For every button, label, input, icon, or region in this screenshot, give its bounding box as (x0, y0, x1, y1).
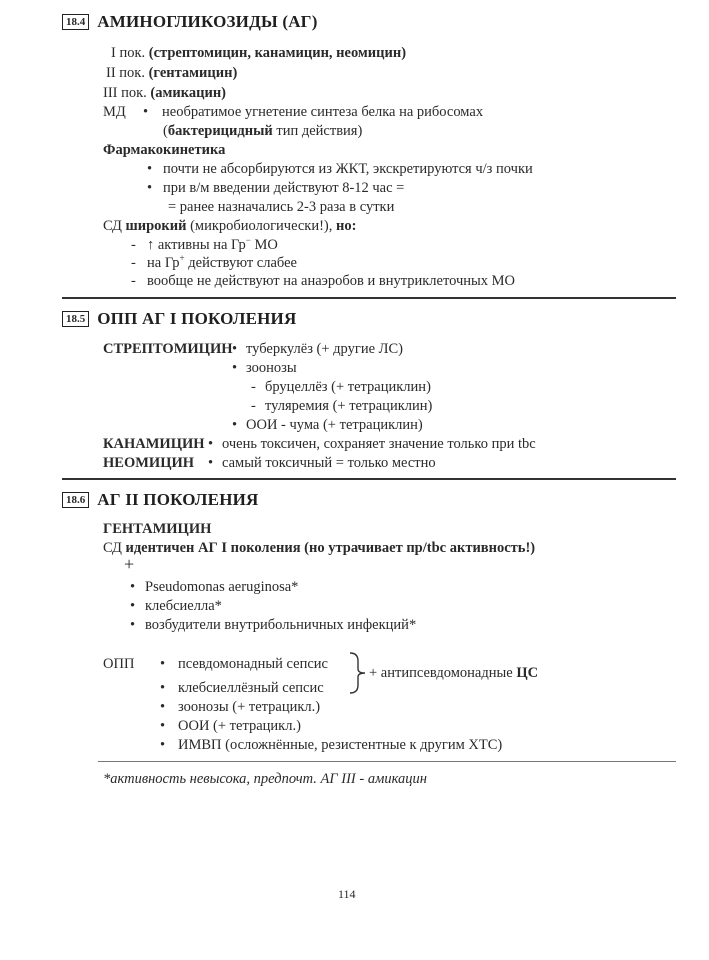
section-title: ОПП АГ I ПОКОЛЕНИЯ (97, 309, 297, 328)
kana-label: КАНАМИЦИН (103, 436, 205, 452)
md-bullet: • (143, 104, 149, 120)
sd-item-2: на Гр+ действуют слабее (147, 253, 297, 271)
neo-bullet: • (208, 455, 214, 471)
sd-dash-1: - (131, 237, 136, 253)
pk-bullet-1: • (147, 161, 153, 177)
section-divider-1 (62, 297, 676, 299)
section-divider-2 (62, 478, 676, 480)
pk-title: Фармакокинетика (103, 142, 226, 158)
section-number: 18.6 (62, 492, 89, 508)
footnote-divider (98, 761, 676, 762)
section-title: АГ II ПОКОЛЕНИЯ (97, 490, 259, 509)
g-bullet-2: • (130, 598, 136, 614)
sd-line: СД широкий (микробиологически!), но: (103, 218, 357, 234)
kana-text: очень токсичен, сохраняет значение только при tbc (222, 436, 536, 452)
sd-item-3: вообще не действуют на анаэробов и внутриклеточных МО (147, 273, 516, 289)
opp-bullet-5: • (160, 737, 166, 753)
strep-dash-b: - (251, 398, 256, 414)
pk-item-3: = ранее назначались 2-3 раза в сутки (168, 199, 395, 215)
strep-item-1: туберкулёз (+ другие ЛС) (246, 341, 403, 357)
opp-bullet-2: • (160, 680, 166, 696)
plus-sign: + (124, 554, 135, 574)
genta-sd-line: СД идентичен АГ I поколения (но утрачивает пр/tbc активность!) (103, 540, 536, 556)
strep-item-2: зоонозы (246, 360, 297, 376)
opp-item-4: ООИ (+ тетрацикл.) (178, 718, 301, 734)
pk-bullet-2: • (147, 180, 153, 196)
g-item-2: клебсиелла* (145, 598, 222, 614)
section-header-18-4 (62, 12, 318, 32)
opp-item-3: зоонозы (+ тетрацикл.) (178, 699, 321, 715)
md-text: необратимое угнетение синтеза белка на рибосомах (162, 104, 484, 120)
strep-bullet-1: • (232, 341, 238, 357)
md-type-line: (бактерицидный тип действия) (163, 123, 363, 139)
brace-note: + антипсевдомонадные ЦС (369, 665, 539, 681)
section-number: 18.5 (62, 311, 89, 327)
strep-bullet-2: • (232, 360, 238, 376)
opp-bullet-4: • (160, 718, 166, 734)
section-header-18-6 (62, 490, 259, 510)
strep-item-2b: туляремия (+ тетрациклин) (265, 398, 433, 414)
section-header-18-5 (62, 309, 296, 329)
strep-item-3: ООИ - чума (+ тетрациклин) (246, 417, 423, 433)
opp-bullet-3: • (160, 699, 166, 715)
g-item-1: Pseudomonas aeruginosa* (145, 579, 299, 595)
sd-dash-3: - (131, 273, 136, 289)
gen3-line: III пок. (амикацин) (103, 85, 227, 101)
g-bullet-1: • (130, 579, 136, 595)
g-bullet-3: • (130, 617, 136, 633)
footnote: *активность невысока, предпочт. АГ III - амикацин (103, 771, 427, 787)
strep-label: СТРЕПТОМИЦИН (103, 341, 233, 357)
g-item-3: возбудители внутрибольничных инфекций* (145, 617, 417, 633)
genta-label: ГЕНТАМИЦИН (103, 521, 212, 537)
brace-icon (348, 650, 368, 696)
gen1-line: I пок. (стрептомицин, канамицин, неомицин) (111, 45, 407, 61)
neo-label: НЕОМИЦИН (103, 455, 195, 471)
pk-item-2: при в/м введении действуют 8-12 час = (163, 180, 405, 196)
opp-item-2: клебсиеллёзный сепсис (178, 680, 324, 696)
sd-item-1: ↑ активны на Гр− МО (147, 235, 278, 253)
md-label: МД (103, 104, 126, 120)
sd-dash-2: - (131, 255, 136, 271)
strep-item-2a: бруцеллёз (+ тетрациклин) (265, 379, 431, 395)
opp-bullet-1: • (160, 656, 166, 672)
kana-bullet: • (208, 436, 214, 452)
opp-item-5: ИМВП (осложнённые, резистентные к другим ХТС) (178, 737, 503, 753)
strep-bullet-3: • (232, 417, 238, 433)
pk-item-1: почти не абсорбируются из ЖКТ, экскретируются ч/з почки (163, 161, 533, 177)
strep-dash-a: - (251, 379, 256, 395)
section-number: 18.4 (62, 14, 89, 30)
opp-item-1: псевдомонадный сепсис (178, 656, 328, 672)
section-title: АМИНОГЛИКОЗИДЫ (АГ) (97, 12, 318, 31)
gen2-line: II пок. (гентамицин) (106, 65, 238, 81)
page-number: 114 (338, 887, 356, 901)
opp-label: ОПП (103, 656, 135, 672)
neo-text: самый токсичный = только местно (222, 455, 436, 471)
